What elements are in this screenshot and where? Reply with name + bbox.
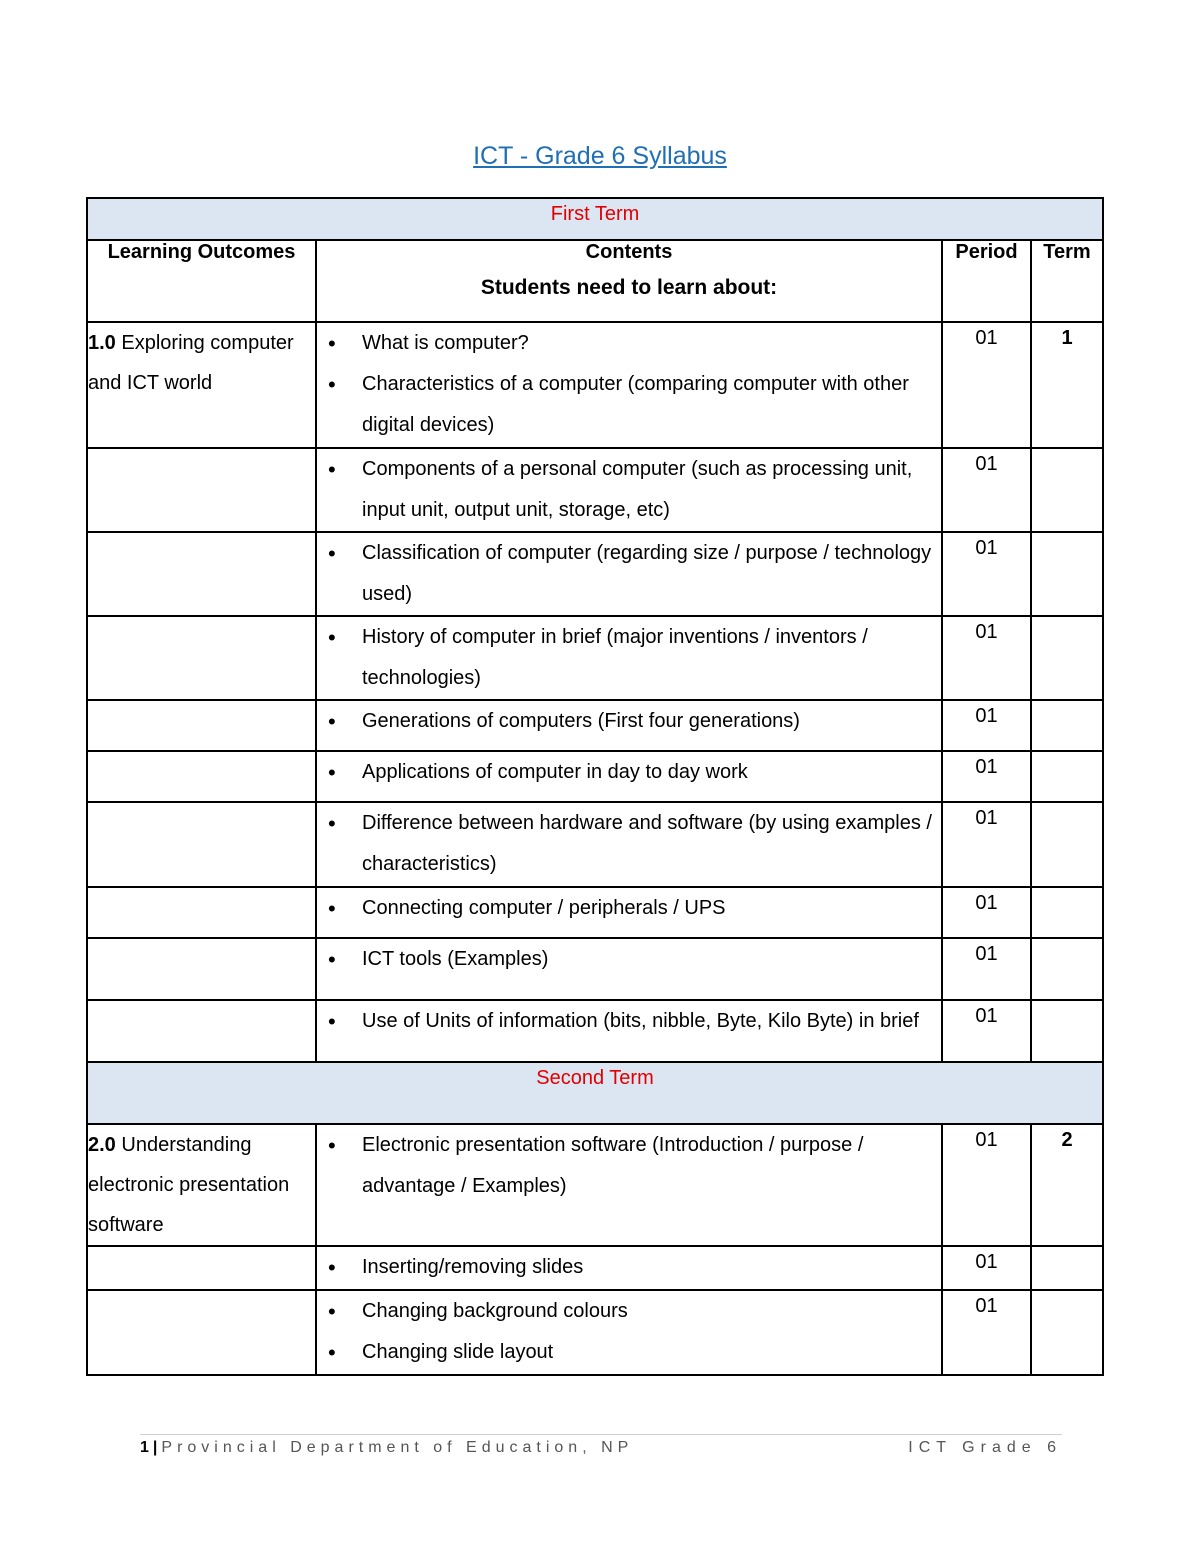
contents-cell bbox=[316, 887, 942, 938]
table-row bbox=[87, 802, 1103, 887]
contents-list bbox=[317, 533, 941, 615]
list-item: • Characteristics of a computer (comparing computer with other digital devices) bbox=[317, 364, 935, 446]
page-title: ICT - Grade 6 Syllabus bbox=[473, 142, 727, 170]
header-row bbox=[87, 240, 1103, 322]
second-term-body bbox=[87, 1124, 1103, 1375]
header-contents bbox=[316, 240, 942, 322]
header-learning-outcomes: Learning Outcomes bbox=[87, 240, 316, 322]
learning-outcome-cell bbox=[87, 1124, 316, 1246]
term-cell bbox=[1031, 1290, 1103, 1375]
term-cell: 2 bbox=[1031, 1124, 1103, 1246]
table-row bbox=[87, 448, 1103, 532]
list-item: • Electronic presentation software (Introduction / purpose / advantage / Examples) bbox=[317, 1125, 935, 1207]
learning-outcome-cell bbox=[87, 1246, 316, 1290]
period-cell: 01 bbox=[942, 700, 1031, 751]
list-item: • Changing background colours bbox=[317, 1291, 935, 1332]
table-row bbox=[87, 1246, 1103, 1290]
table-row bbox=[87, 938, 1103, 1000]
contents-list bbox=[317, 617, 941, 699]
contents-list bbox=[317, 939, 941, 980]
table-row bbox=[87, 322, 1103, 448]
term-cell bbox=[1031, 700, 1103, 751]
header-contents-sub: Students need to learn about: bbox=[480, 276, 778, 299]
list-item: • Generations of computers (First four generations) bbox=[317, 701, 935, 742]
table-row bbox=[87, 700, 1103, 751]
period-cell: 01 bbox=[942, 322, 1031, 448]
table-row bbox=[87, 1000, 1103, 1062]
contents-list bbox=[317, 449, 941, 531]
contents-list bbox=[317, 701, 941, 742]
learning-outcome-cell bbox=[87, 322, 316, 448]
learning-outcome-cell bbox=[87, 887, 316, 938]
period-cell: 01 bbox=[942, 802, 1031, 887]
period-cell: 01 bbox=[942, 887, 1031, 938]
list-item: • ICT tools (Examples) bbox=[317, 939, 935, 980]
list-item: • What is computer? bbox=[317, 323, 935, 364]
list-item: • Applications of computer in day to day work bbox=[317, 752, 935, 793]
period-cell: 01 bbox=[942, 938, 1031, 1000]
contents-cell bbox=[316, 1290, 942, 1375]
contents-list bbox=[317, 1247, 941, 1288]
term-cell bbox=[1031, 887, 1103, 938]
list-item: • Connecting computer / peripherals / UPS bbox=[317, 888, 935, 929]
period-cell: 01 bbox=[942, 532, 1031, 616]
syllabus-table bbox=[86, 197, 1104, 1376]
contents-list bbox=[317, 888, 941, 929]
contents-cell bbox=[316, 700, 942, 751]
first-term-body bbox=[87, 322, 1103, 1062]
table-row bbox=[87, 616, 1103, 700]
learning-outcome-cell bbox=[87, 616, 316, 700]
list-item: • Difference between hardware and software (by using examples / characteristics) bbox=[317, 803, 935, 885]
footer-department: Provincial Department of Education, NP bbox=[161, 1439, 634, 1456]
contents-cell bbox=[316, 322, 942, 448]
footer-page-number: 1 bbox=[140, 1439, 149, 1456]
table-row bbox=[87, 1290, 1103, 1375]
term-cell bbox=[1031, 532, 1103, 616]
period-cell: 01 bbox=[942, 448, 1031, 532]
term-cell bbox=[1031, 1000, 1103, 1062]
first-term-label: First Term bbox=[87, 198, 1103, 240]
period-cell: 01 bbox=[942, 1000, 1031, 1062]
contents-list bbox=[317, 323, 941, 446]
list-item: • Components of a personal computer (such as processing unit, input unit, output unit, storage, etc) bbox=[317, 449, 935, 531]
contents-cell bbox=[316, 532, 942, 616]
table-row bbox=[87, 751, 1103, 802]
period-cell: 01 bbox=[942, 1290, 1031, 1375]
learning-outcome-cell bbox=[87, 938, 316, 1000]
learning-outcome-cell bbox=[87, 448, 316, 532]
contents-cell bbox=[316, 616, 942, 700]
contents-list bbox=[317, 1291, 941, 1373]
term-cell bbox=[1031, 802, 1103, 887]
contents-cell bbox=[316, 448, 942, 532]
period-cell: 01 bbox=[942, 1246, 1031, 1290]
learning-outcome-cell bbox=[87, 751, 316, 802]
footer-right: ICT Grade 6 bbox=[908, 1439, 1062, 1456]
header-contents-label: Contents bbox=[585, 241, 673, 263]
footer-left bbox=[140, 1439, 633, 1457]
period-cell: 01 bbox=[942, 1124, 1031, 1246]
header-term: Term bbox=[1031, 240, 1103, 322]
outcome-text: Understanding electronic presentation software bbox=[88, 1134, 290, 1236]
contents-list bbox=[317, 752, 941, 793]
outcome-number: 1.0 bbox=[88, 332, 116, 354]
second-term-row bbox=[87, 1062, 1103, 1124]
contents-list bbox=[317, 1125, 941, 1207]
list-item: • Changing slide layout bbox=[317, 1332, 935, 1373]
page-footer bbox=[140, 1434, 1062, 1456]
period-cell: 01 bbox=[942, 616, 1031, 700]
term-cell bbox=[1031, 1246, 1103, 1290]
list-item: • Inserting/removing slides bbox=[317, 1247, 935, 1288]
learning-outcome-cell bbox=[87, 1000, 316, 1062]
learning-outcome-cell bbox=[87, 532, 316, 616]
contents-list bbox=[317, 803, 941, 885]
term-cell bbox=[1031, 616, 1103, 700]
outcome-number: 2.0 bbox=[88, 1134, 116, 1156]
second-term-label: Second Term bbox=[87, 1062, 1103, 1124]
contents-cell bbox=[316, 1246, 942, 1290]
contents-cell bbox=[316, 1000, 942, 1062]
contents-list bbox=[317, 1001, 941, 1042]
outcome-text: Exploring computer and ICT world bbox=[88, 332, 294, 394]
learning-outcome-cell bbox=[87, 700, 316, 751]
term-cell bbox=[1031, 751, 1103, 802]
contents-cell bbox=[316, 802, 942, 887]
learning-outcome-cell bbox=[87, 1290, 316, 1375]
learning-outcome-cell bbox=[87, 802, 316, 887]
term-cell bbox=[1031, 448, 1103, 532]
footer-separator: | bbox=[152, 1439, 158, 1456]
table-row bbox=[87, 1124, 1103, 1246]
period-cell: 01 bbox=[942, 751, 1031, 802]
table-row bbox=[87, 532, 1103, 616]
table-row bbox=[87, 887, 1103, 938]
first-term-row bbox=[87, 198, 1103, 240]
list-item: • History of computer in brief (major inventions / inventors / technologies) bbox=[317, 617, 935, 699]
list-item: • Classification of computer (regarding size / purpose / technology used) bbox=[317, 533, 935, 615]
contents-cell bbox=[316, 938, 942, 1000]
list-item: • Use of Units of information (bits, nibble, Byte, Kilo Byte) in brief bbox=[317, 1001, 935, 1042]
header-period: Period bbox=[942, 240, 1031, 322]
contents-cell bbox=[316, 1124, 942, 1246]
contents-cell bbox=[316, 751, 942, 802]
term-cell bbox=[1031, 938, 1103, 1000]
term-cell: 1 bbox=[1031, 322, 1103, 448]
